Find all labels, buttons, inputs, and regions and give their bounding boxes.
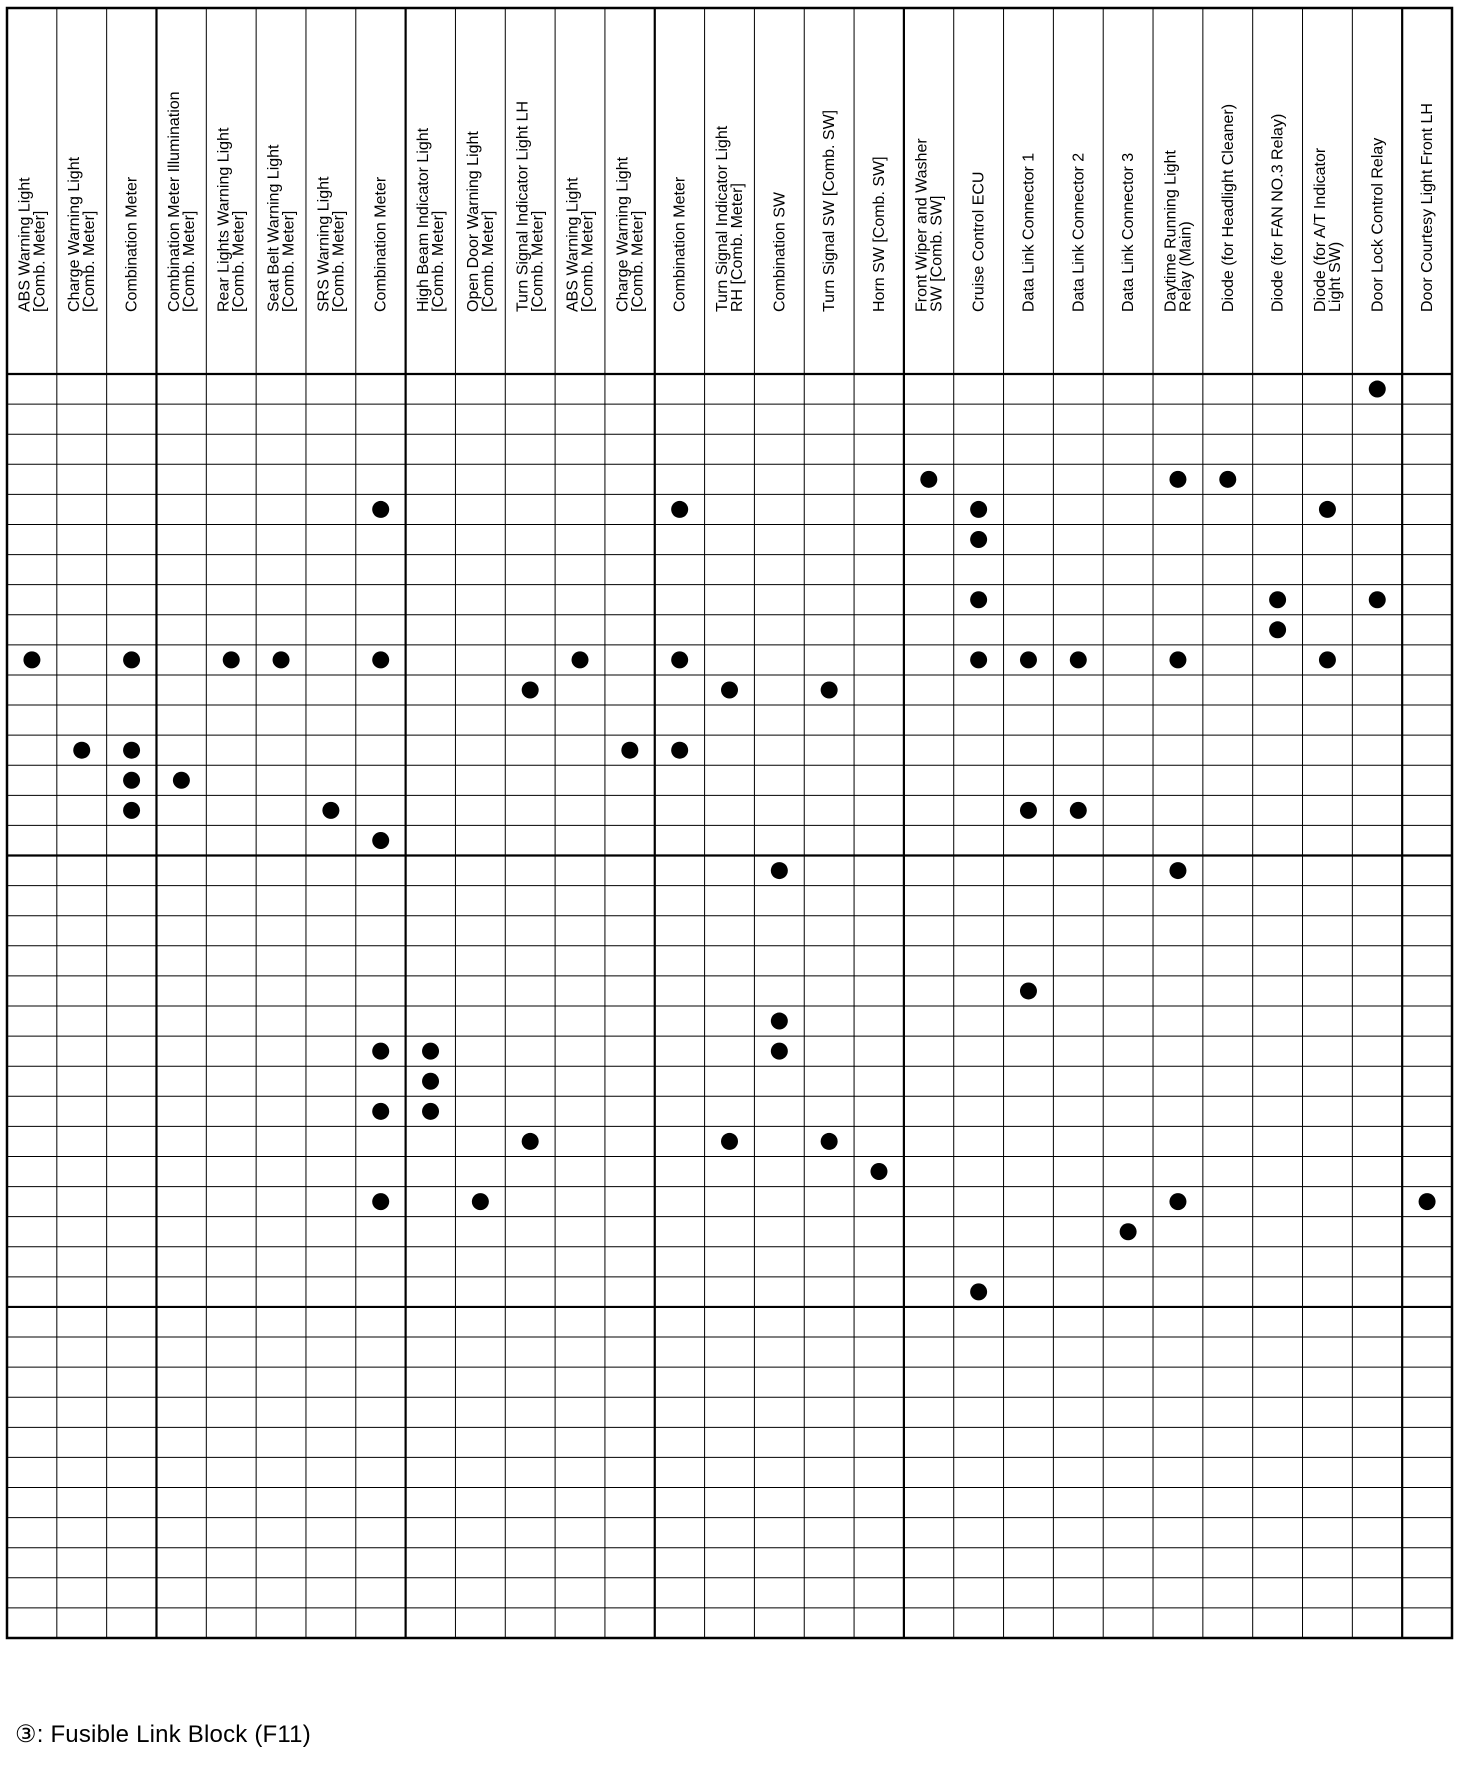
column-header bbox=[871, 156, 888, 312]
connection-dot bbox=[422, 1073, 439, 1090]
column-header-text: Relay (Main) bbox=[1177, 221, 1195, 312]
column-header bbox=[1270, 114, 1287, 312]
column-header-text: Charge Warning Light bbox=[66, 156, 84, 312]
column-header-text: [Comb. Meter] bbox=[430, 210, 448, 312]
column-header-text: RH [Comb. Meter] bbox=[729, 183, 746, 312]
connection-dot bbox=[970, 501, 987, 518]
connection-dot bbox=[1369, 381, 1386, 398]
column-header-text: Horn SW [Comb. SW] bbox=[870, 156, 888, 312]
connection-dot bbox=[372, 832, 389, 849]
connection-dot bbox=[123, 651, 140, 668]
connection-dot bbox=[1269, 591, 1286, 608]
column-header-text: [Comb. Meter] bbox=[330, 210, 348, 312]
connection-dot bbox=[771, 1043, 788, 1060]
connection-dot bbox=[821, 682, 838, 699]
connection-dot bbox=[1020, 982, 1037, 999]
column-header bbox=[913, 138, 945, 312]
connection-dot bbox=[970, 531, 987, 548]
connection-dot bbox=[1169, 1193, 1186, 1210]
column-header-text: Combination Meter Illumination bbox=[165, 91, 183, 312]
column-header-text: [Comb. Meter] bbox=[280, 210, 298, 312]
column-header bbox=[465, 131, 497, 312]
column-header-text: [Comb. Meter] bbox=[180, 210, 198, 312]
column-header-text: Light SW) bbox=[1326, 241, 1344, 312]
column-header-text: Turn Signal SW [Comb. SW] bbox=[821, 109, 839, 312]
column-header bbox=[1369, 138, 1386, 312]
connection-dot bbox=[372, 501, 389, 518]
column-header bbox=[971, 172, 988, 312]
column-header-text: Rear Lights Warning Light bbox=[215, 127, 233, 312]
column-header-text: [Comb. Meter] bbox=[31, 210, 49, 312]
connection-dot bbox=[123, 742, 140, 759]
connection-dot bbox=[1120, 1223, 1137, 1240]
connection-dot bbox=[1319, 651, 1336, 668]
column-header bbox=[124, 176, 141, 312]
connection-dot bbox=[23, 651, 40, 668]
column-header-text: Data Link Connector 2 bbox=[1070, 152, 1088, 312]
column-header bbox=[166, 91, 198, 312]
connection-dot bbox=[721, 1133, 738, 1150]
connection-dots bbox=[23, 381, 1435, 1301]
connection-dot bbox=[1020, 651, 1037, 668]
column-header-text: [Comb. Meter] bbox=[230, 210, 248, 312]
connection-dot bbox=[472, 1193, 489, 1210]
column-header bbox=[1220, 104, 1237, 312]
column-header-text: Open Door Warning Light bbox=[464, 131, 482, 312]
column-header bbox=[1419, 103, 1436, 312]
column-header bbox=[1162, 150, 1194, 312]
column-header bbox=[315, 176, 347, 312]
connection-dot bbox=[970, 591, 987, 608]
connection-dot bbox=[322, 802, 339, 819]
column-header-text: Cruise Control ECU bbox=[970, 171, 988, 312]
connection-dot bbox=[671, 742, 688, 759]
connection-dot bbox=[970, 651, 987, 668]
connection-dot bbox=[621, 742, 638, 759]
column-header-text: Data Link Connector 3 bbox=[1120, 152, 1138, 312]
connection-dot bbox=[73, 742, 90, 759]
column-header-text: Diode (for FAN NO.3 Relay) bbox=[1269, 113, 1287, 312]
connection-dot bbox=[870, 1163, 887, 1180]
column-header bbox=[515, 101, 547, 312]
connection-dot bbox=[771, 1013, 788, 1030]
connection-dot bbox=[771, 862, 788, 879]
column-header-text: Turn Signal Indicator Light LH bbox=[514, 100, 532, 312]
column-header-text: [Comb. Meter] bbox=[579, 210, 597, 312]
connection-dot bbox=[671, 651, 688, 668]
column-header-text: [Comb. Meter] bbox=[629, 210, 647, 312]
column-header-text: Turn Signal Indicator Light bbox=[714, 125, 731, 312]
column-header-text: Charge Warning Light bbox=[614, 156, 632, 312]
column-header-text: Data Link Connector 1 bbox=[1020, 152, 1038, 312]
connection-dot bbox=[372, 651, 389, 668]
connection-dot bbox=[920, 471, 937, 488]
column-header bbox=[821, 110, 838, 312]
connection-dot bbox=[1219, 471, 1236, 488]
connection-dot bbox=[1269, 621, 1286, 638]
column-header bbox=[1020, 153, 1037, 312]
column-header-text: Daytime Running Light bbox=[1162, 150, 1180, 312]
column-header bbox=[16, 177, 48, 312]
connection-dot bbox=[1070, 651, 1087, 668]
column-header-text: SW [Comb. SW] bbox=[928, 195, 946, 312]
column-header bbox=[565, 177, 597, 312]
column-header bbox=[1312, 147, 1344, 312]
connection-dot bbox=[1169, 651, 1186, 668]
column-header-text: High Beam Indicator Light bbox=[415, 127, 433, 312]
connection-dot bbox=[1169, 471, 1186, 488]
column-header-text: Combination Meter bbox=[123, 176, 141, 312]
connection-dot bbox=[671, 501, 688, 518]
column-header-text: Front Wiper and Washer bbox=[913, 138, 931, 312]
connection-dot bbox=[821, 1133, 838, 1150]
diagram-caption: ③: Fusible Link Block (F11) bbox=[15, 1721, 311, 1748]
column-header-text: [Comb. Meter] bbox=[81, 210, 99, 312]
column-header bbox=[714, 125, 746, 312]
column-header-text: ABS Warning Light bbox=[16, 177, 34, 312]
connection-dot bbox=[173, 772, 190, 789]
connection-dot bbox=[1369, 591, 1386, 608]
column-header bbox=[415, 127, 447, 312]
column-header-text: Diode (for A/T Indicator bbox=[1311, 147, 1329, 312]
connection-dot bbox=[1020, 802, 1037, 819]
column-header-text: Door Lock Control Relay bbox=[1369, 137, 1387, 312]
connection-dot bbox=[372, 1103, 389, 1120]
connection-dot bbox=[372, 1043, 389, 1060]
connection-dot bbox=[1070, 802, 1087, 819]
column-header-text: Combination Meter bbox=[372, 176, 390, 312]
column-header bbox=[614, 156, 646, 312]
column-header bbox=[66, 156, 98, 312]
column-header-text: Combination SW bbox=[771, 191, 789, 312]
column-header-text: ABS Warning Light bbox=[564, 177, 582, 312]
column-header-text: [Comb. Meter] bbox=[479, 210, 497, 312]
column-header bbox=[216, 127, 248, 312]
connection-dot bbox=[422, 1103, 439, 1120]
connection-dot bbox=[223, 651, 240, 668]
column-header-text: Door Courtesy Light Front LH bbox=[1419, 103, 1437, 312]
column-header bbox=[1070, 153, 1087, 312]
connection-dot bbox=[422, 1043, 439, 1060]
column-header bbox=[266, 144, 298, 312]
connection-dot bbox=[572, 651, 589, 668]
column-header-text: Diode (for Headlight Cleaner) bbox=[1219, 103, 1237, 312]
connection-dot bbox=[1319, 501, 1336, 518]
connection-dot bbox=[123, 772, 140, 789]
column-header bbox=[373, 176, 390, 312]
connection-dot bbox=[721, 682, 738, 699]
connection-dot bbox=[522, 1133, 539, 1150]
connection-dot bbox=[970, 1283, 987, 1300]
column-header bbox=[1120, 153, 1137, 312]
connection-dot bbox=[123, 802, 140, 819]
connection-dot bbox=[1169, 862, 1186, 879]
column-header-text: Seat Belt Warning Light bbox=[265, 144, 283, 312]
column-headers bbox=[16, 91, 1436, 312]
column-header-text: [Comb. Meter] bbox=[529, 210, 547, 312]
column-header bbox=[771, 191, 788, 312]
column-header-text: SRS Warning Light bbox=[315, 176, 333, 312]
column-header bbox=[672, 176, 689, 312]
connection-dot bbox=[273, 651, 290, 668]
connection-dot bbox=[372, 1193, 389, 1210]
connection-dot bbox=[1419, 1193, 1436, 1210]
connection-dot bbox=[522, 682, 539, 699]
column-header-text: Combination Meter bbox=[671, 176, 689, 312]
